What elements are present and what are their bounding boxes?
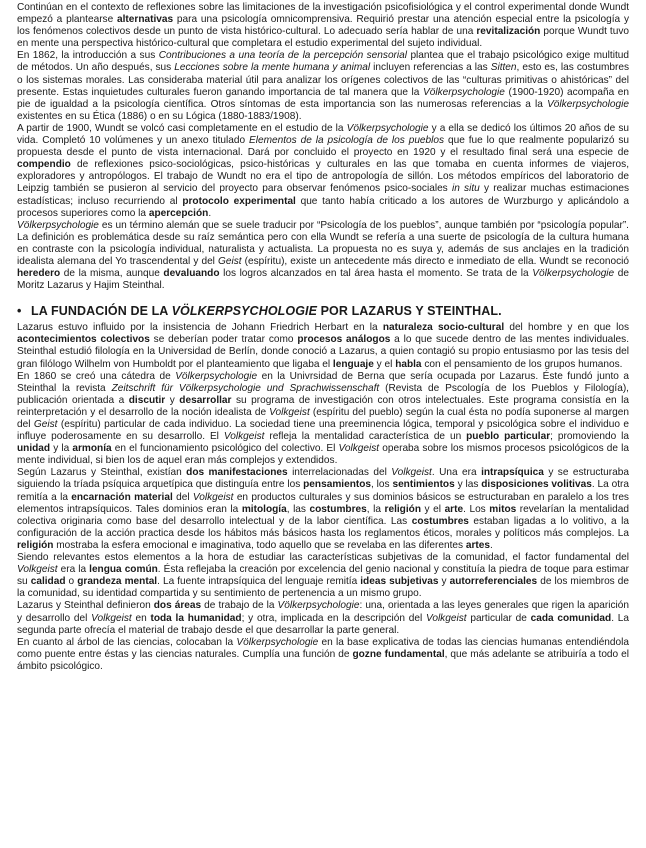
bold-term: habla <box>395 358 422 370</box>
bold-term: religión <box>17 539 54 551</box>
bold-term: cada comunidad <box>530 612 612 624</box>
bold-term: revitalización <box>476 26 541 38</box>
bold-term: pueblo particular <box>466 431 551 443</box>
text-run: es un término alemán que se suele traducir por “Psicología de los pueblos”, aunque también por “psicología popular”. La definición es problemática desde su raíz semántica pero con ella Wundt se refería a una suerte de psicología de la cultura humana en contraste con la psicología individual, naturalista y actualista. La propuesta no es suya y, además de sus anclajes en la tradición idealista alemana del Yo trascendental y del <box>17 219 629 267</box>
text-run: y realizar muchas estimaciones estadísticas; incluso recurriendo al <box>17 183 629 207</box>
text-run: en <box>131 612 151 624</box>
italic-term: Sitten <box>490 62 517 74</box>
section-wundt-volkerpsychologie <box>17 2 629 292</box>
text-run: refleja la mentalidad característica de un <box>264 431 467 443</box>
bold-term: calidad <box>30 576 66 588</box>
text-run: en la Univrsidad de Berna que sería ocupada por Lazarus. Éste fundó junto a Steinthal la revista <box>17 370 629 394</box>
text-run: de Moritz Lazarus y Hajim Steinthal. <box>17 268 629 292</box>
text-run: y <box>438 576 450 588</box>
text-run: , las <box>286 503 310 515</box>
bold-term: lenguaje <box>332 358 374 370</box>
text-run: : una, orientada a las leyes generales que rigen la aparición y desarrollo del <box>17 600 629 624</box>
text-run: de la misma, aunque <box>60 268 164 280</box>
text-run: que tanto había criticado a los autores de Wurzburgo y aplicándolo a procesos superiores como la <box>17 195 629 219</box>
italic-term: Volkgeist <box>17 564 58 576</box>
bold-term: unidad <box>17 443 51 455</box>
text-run: (espíritu) particular de cada individuo. La sociedad tiene una preeminencia lógica, temporal y psicológica sobre el individuo e influye poderosamente en su desarrollo. El <box>17 419 629 443</box>
paragraph <box>17 2 629 50</box>
text-run: para una psicología omnicomprensiva. Requirió prestar una atención especial entre la psicología y los fenómenos colectivos desde un punto de vista histórico-cultural. Lo adecuado sería hablar de una <box>17 14 629 38</box>
text-run: . La fuente intrapsíquica del lenguaje remitía <box>157 576 361 588</box>
bold-term: costumbres <box>411 515 469 527</box>
text-run: su programa de investigación con otros intelectuales. Este programa consistía en la reinterpretación y el desarrollo de la noción idealista de <box>17 394 630 418</box>
text-run: de los miembros de la comunidad, su identidad compartida y su sentimiento de pertenencia a un mismo grupo. <box>17 576 630 600</box>
italic-term: Völkerpsychologie <box>277 600 360 612</box>
text-run: estaban ligadas a lo volitivo, a la configuración de la acción practica desde los hábitos más básicos hasta los reglamentos éticos, morales y políticos más complejos. La <box>17 515 629 539</box>
text-run: se deberían poder tratar como <box>149 334 298 346</box>
bold-term: heredero <box>17 268 61 280</box>
text-run: A partir de 1900, Wundt se volcó casi completamente en el estudio de la <box>17 122 347 134</box>
text-run: y el <box>420 503 445 515</box>
section-heading <box>17 304 629 319</box>
text-run: o <box>65 576 78 588</box>
paragraph <box>17 220 629 293</box>
bold-term: costumbres <box>309 503 367 515</box>
bold-term: religión <box>384 503 421 515</box>
bold-term: desarrollar <box>179 394 232 406</box>
bold-term: procesos análogos <box>297 334 391 346</box>
paragraph <box>17 371 629 468</box>
text-run: (espíritu), existe un antecedente más directo e inmediato de ella. Wundt se reconoció <box>241 255 629 267</box>
bullet-icon: • <box>17 304 22 319</box>
text-run: operaba sobre los mismos procesos psicológicos de la mente individual, si bien los de aquel eran más complejos y extendidos. <box>17 443 630 467</box>
text-run: En 1860 se creó una cátedra de <box>17 370 176 382</box>
bold-term: dos manifestaciones <box>186 467 288 479</box>
bold-term: sentimientos <box>392 479 455 491</box>
text-run: particular de <box>466 612 531 624</box>
italic-term: Volkgeist <box>223 431 265 443</box>
bold-term: artes <box>465 539 491 551</box>
bold-term: gozne fundamental <box>352 648 445 660</box>
bold-term: mitos <box>489 503 517 515</box>
italic-term: Volkgeist <box>338 443 380 455</box>
bold-term: intrapsíquica <box>481 467 544 479</box>
text-run: , los <box>371 479 393 491</box>
paragraph <box>17 50 629 123</box>
italic-term: Volkgeist <box>391 467 432 479</box>
text-run: los logros alcanzados en tal área hasta el momento. Se trata de la <box>219 268 533 280</box>
text-run: , la <box>366 503 385 515</box>
text-run: de reflexiones psico-sociológicas, psico-históricas y culturales en las que tomaba en cuenta informes de viajeros, exploradores y antropólogos. El trabajo de Wundt no era el tipo de antropología de sillón. Los métodos empíricos del laboratorio de Leipzig también se pusieron al servicio del proyecto para observar fenómenos psico-sociales <box>17 159 629 195</box>
text-run: que fue lo que realmente popularizó su propuesta desde el punto de vista internacional. Dará por concluido el proyecto en 1920 y el resultado final será una especie de <box>17 135 629 159</box>
text-run: incluyen referencias a las <box>370 62 491 74</box>
bold-term: devaluando <box>163 268 220 280</box>
text-run: . Ésta reflejaba la creación por excelencia del genio nacional y constituía la piedra de toque para estimar su <box>17 564 630 588</box>
paragraph <box>17 123 629 220</box>
paragraph <box>17 467 629 552</box>
bold-term: arte <box>444 503 464 515</box>
text-run: ; y otra, implicada en la descripción del <box>241 612 426 624</box>
bold-term: toda la humanidad <box>150 612 242 624</box>
text-run: y <box>165 394 180 406</box>
paragraph <box>17 600 629 636</box>
bold-term: protocolo experimental <box>182 195 296 207</box>
text-run: mostraba la esfera emocional e imaginativa, todo aquello que se revelaba en las diferentes <box>53 539 466 551</box>
bold-term: encarnación material <box>71 491 173 503</box>
bold-term: discutir <box>128 394 166 406</box>
text-run: existentes en su Ética (1886) o en su Lógica (1880-1883/1908). <box>17 110 302 122</box>
text-run: porque Wundt tuvo en mente una perspectiva histórico-cultural que completara el estudio experimental del sujeto individual. <box>17 26 630 50</box>
text-run: En cuanto al árbol de las ciencias, colocaban la <box>17 636 237 648</box>
bold-term: disposiciones volitivas <box>481 479 592 491</box>
paragraph <box>17 552 629 600</box>
text-run: , que más adelante se atribuiría a todo el ámbito psicológico. <box>17 648 629 672</box>
text-run: Lazarus y Steinthal definieron <box>17 600 154 612</box>
text-run: en productos culturales y sus dominios básicos se estructuraban en paralelo a los tres elementos intrapsíquicos. Tales dominios eran la <box>17 491 629 515</box>
text-run: Continúan en el contexto de reflexiones sobre las limitaciones de la investigación psicofisiológica y el control experimental donde Wundt empezó a plantearse <box>17 2 629 26</box>
text-run: y el <box>373 358 396 370</box>
text-run: En 1862, la introducción a sus <box>17 50 159 62</box>
bold-term: dos áreas <box>153 600 202 612</box>
text-run: POR LAZARUS Y STEINTHAL. <box>317 304 502 319</box>
bold-term: compendio <box>17 159 71 171</box>
italic-term: Völkerpsychologie <box>175 370 258 382</box>
text-run: del <box>172 491 193 503</box>
text-run: y las <box>454 479 482 491</box>
text-run: . <box>208 207 212 219</box>
text-run: (1900-1920) acompaña en pie de igualdad a la psicología científica. Otros síntomas de esta importancia son las numerosas referencias a la <box>17 86 629 110</box>
text-run: Lazarus estuvo influido por la insistencia de Johann Friedrich Herbart en la <box>17 322 383 334</box>
text-run: LA FUNDACIÓN DE LA <box>31 304 172 319</box>
bold-term: armonía <box>72 443 112 455</box>
italic-term: Völkerpsychologie <box>346 122 429 134</box>
paragraph <box>17 322 629 370</box>
italic-term: in situ <box>451 183 480 195</box>
italic-term: Völkerpsychologie <box>236 636 319 648</box>
italic-term: Geist <box>217 255 242 267</box>
italic-term: Völkerpsychologie <box>532 268 615 280</box>
text-run: Según Lazarus y Steinthal, existían <box>17 467 187 479</box>
text-run: y se estructuraba siguiendo la tríada psíquica arquetípica que distinguía entre los <box>17 467 629 491</box>
italic-term: Lecciones sobre la mente humana y animal <box>174 62 371 74</box>
text-run: en la base explicativa de todas las ciencias humanas entendiéndola como puente entre éstas y las ciencias naturales. Cumplía una función de <box>17 636 630 660</box>
bold-term: ideas subjetivas <box>360 576 439 588</box>
bold-term: autorreferenciales <box>449 576 538 588</box>
text-run: de trabajo de la <box>201 600 278 612</box>
italic-term: Zeitschrift für Völkerpsychologie und Sprachwissenschaft <box>111 382 380 394</box>
bold-term: pensamientos <box>303 479 372 491</box>
italic-term: Contribuciones a una teoría de la percepción sensorial <box>158 50 408 62</box>
bold-term: lengua común <box>89 564 158 576</box>
text-run: , esto es, las costumbres o los sistemas morales. Las consideraba material útil para analizar los orígenes colectivos de las “culturas primitivas o ahistóricas” del presente. Estas inquietudes culturales fueron ganando importancia de tal manera que la <box>17 62 629 98</box>
italic-term: Geist <box>33 419 58 430</box>
text-run: ; promoviendo la <box>550 431 630 443</box>
text-run: con el pensamiento de los grupos humanos. <box>421 358 623 370</box>
bold-term: apercepción <box>148 207 209 219</box>
italic-term: Elementos de la psicología de los pueblos <box>249 135 445 147</box>
paragraph <box>17 637 629 673</box>
bold-term: naturaleza socio-cultural <box>382 322 505 334</box>
text-run: . La otra remitía a la <box>17 479 629 503</box>
italic-term: Völkerpsychologie <box>17 219 99 231</box>
text-run: del hombre y en que los <box>504 322 629 334</box>
bold-term: mitología <box>241 503 287 515</box>
italic-term: Volkgeist <box>192 491 234 503</box>
text-run: . La segunda parte ofrecía el material de trabajo desde el que desarrollar la parte general. <box>17 612 629 636</box>
text-run: y a ella se dedicó los últimos 20 años de su vida. Completó 10 volúmenes y un anexo titulado <box>17 122 629 147</box>
text-run: . Los <box>463 503 490 515</box>
text-run: Siendo relevantes estos elementos a la hora de estudiar las características subjetivas de la comunidad, el factor fundamental del <box>17 552 629 564</box>
italic-term: VÖLKERPSYCHOLOGIE <box>171 304 318 319</box>
text-run: (espíritu del pueblo) según la cual ésta no podía suponerse al margen del <box>17 406 629 430</box>
text-run: . Una era <box>431 467 482 479</box>
italic-term: Volkgeist <box>269 406 310 418</box>
section-heading-text <box>31 304 502 318</box>
italic-term: Volkgeist <box>425 612 467 624</box>
bold-term: alternativas <box>117 14 174 26</box>
text-run: interrelacionadas del <box>287 467 392 479</box>
italic-term: Völkerpsychologie <box>422 86 505 98</box>
bold-term: grandeza mental <box>77 576 158 588</box>
text-run: y la <box>50 443 73 455</box>
text-run: era la <box>57 564 90 576</box>
italic-term: Völkerpsychologie <box>547 98 629 110</box>
text-run: . <box>490 539 493 551</box>
text-run: a lo que sucede dentro de las mentes individuales. Steinthal estudió filología en la Universidad de Berlín, donde conoció a Lazarus, a quien contagió su propio entusiasmo por las tesis del gran filólogo Wilhelm von Humboldt por el planteamiento que ligaba el <box>17 334 629 370</box>
bold-term: acontecimientos colectivos <box>17 334 150 346</box>
italic-term: Volkgeist <box>91 612 132 624</box>
text-run: plantea que el trabajo psicológico exige multitud de métodos. Un año después, sus <box>17 50 629 74</box>
text-run: (Revista de Pscología de los Pueblos y Filología), publicación orientada a <box>17 382 629 406</box>
text-run: revelarían la mentalidad colectiva originaria como base del desarrollo intelectual y de la labor científica. Las <box>17 503 630 527</box>
section-lazarus-steinthal <box>17 304 629 673</box>
text-run: en el funcionamiento psicológico del colectivo. El <box>111 443 339 455</box>
